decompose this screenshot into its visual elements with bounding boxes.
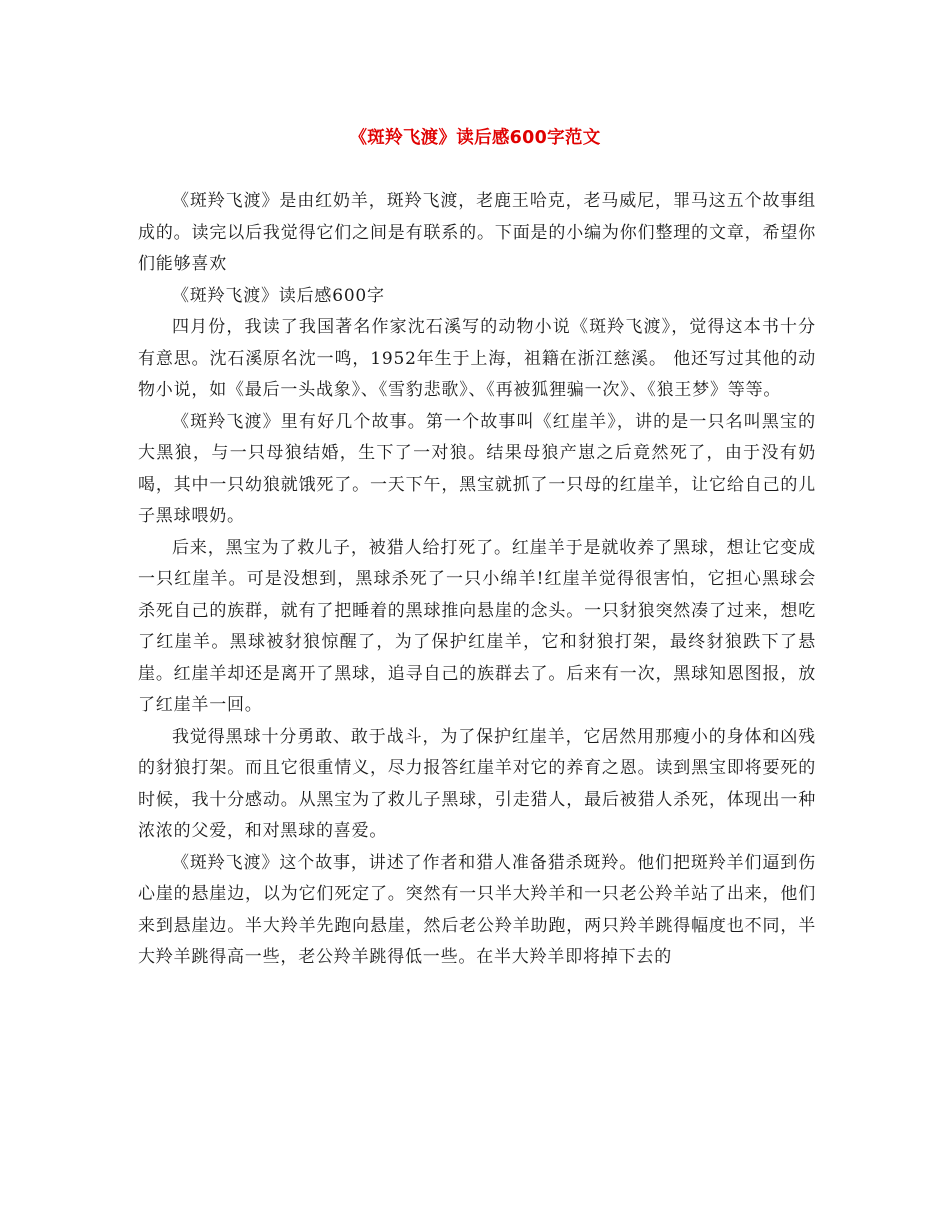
document-title: 《斑羚飞渡》读后感600字范文 (349, 128, 601, 148)
paragraph-author: 四月份，我读了我国著名作家沈石溪写的动物小说《斑羚飞渡》，觉得这本书十分有意思。沈石溪原名沈一鸣，1952年生于上海，祖籍在浙江慈溪。 他还写过其他的动物小说，如《最后一头战象》、《雪豹悲歌》、《再被狐狸骗一次》、《狼王梦》等等。 (138, 317, 816, 400)
paragraph-antelope-story: 《斑羚飞渡》这个故事，讲述了作者和猎人准备猎杀斑羚。他们把斑羚羊们逼到伤心崖的悬崖边，以为它们死定了。突然有一只半大羚羊和一只老公羚羊站了出来，他们来到悬崖边。半大羚羊先跑向悬崖，然后老公羚羊助跑，两只羚羊跳得幅度也不同，半大羚羊跳得高一些，老公羚羊跳得低一些。在半大羚羊即将掉下去的 (138, 852, 816, 967)
paragraph-story-continued: 后来，黑宝为了救儿子，被猎人给打死了。红崖羊于是就收养了黑球，想让它变成一只红崖羊。可是没想到，黑球杀死了一只小绵羊!红崖羊觉得很害怕，它担心黑球会杀死自己的族群，就有了把睡着的黑球推向悬崖的念头。一只豺狼突然凑了过来，想吃了红崖羊。黑球被豺狼惊醒了，为了保护红崖羊，它和豺狼打架，最终豺狼跌下了悬崖。红崖羊却还是离开了黑球，追寻自己的族群去了。后来有一次，黑球知恩图报，放了红崖羊一回。 (138, 537, 816, 715)
document-body (138, 186, 816, 974)
paragraph-story-red-sheep: 《斑羚飞渡》里有好几个故事。第一个故事叫《红崖羊》，讲的是一只名叫黑宝的大黑狼，与一只母狼结婚，生下了一对狼。结果母狼产崽之后竟然死了，由于没有奶喝，其中一只幼狼就饿死了。一天下午，黑宝就抓了一只母的红崖羊，让它给自己的儿子黑球喂奶。 (138, 411, 816, 526)
paragraph-reflection: 我觉得黑球十分勇敢、敢于战斗，为了保护红崖羊，它居然用那瘦小的身体和凶残的豺狼打架。而且它很重情义，尽力报答红崖羊对它的养育之恩。读到黑宝即将要死的时候，我十分感动。从黑宝为了救儿子黑球，引走猎人，最后被猎人杀死，体现出一种浓浓的父爱，和对黑球的喜爱。 (138, 726, 816, 841)
paragraph-intro: 《斑羚飞渡》是由红奶羊，斑羚飞渡，老鹿王哈克，老马威尼，罪马这五个故事组成的。读完以后我觉得它们之间是有联系的。下面是的小编为你们整理的文章，希望你们能够喜欢 (138, 191, 816, 274)
paragraph-subheading: 《斑羚飞渡》读后感600字 (172, 285, 385, 306)
